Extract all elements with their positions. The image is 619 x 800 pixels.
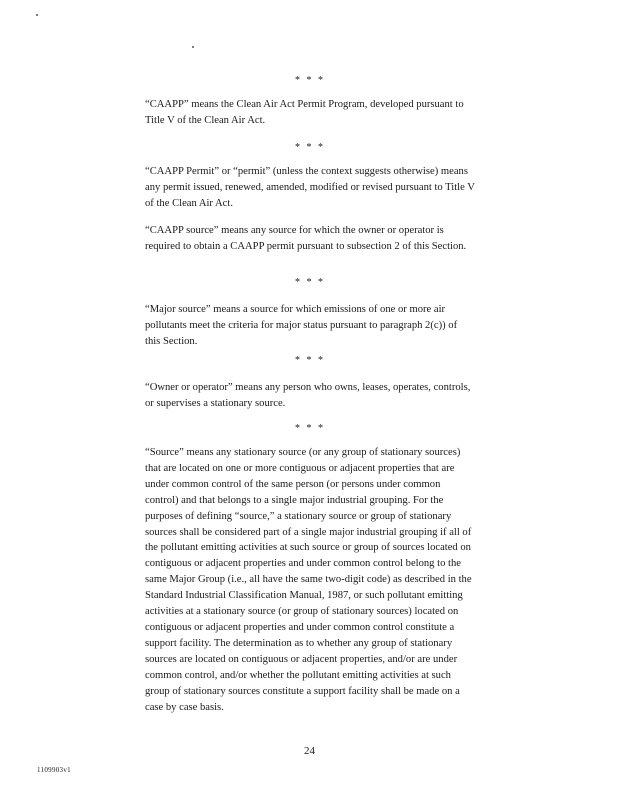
page-number: 24 (304, 745, 315, 757)
section-separator: * * * (295, 423, 325, 434)
section-separator: * * * (295, 142, 325, 153)
definition-major-source: “Major source” means a source for which emissions of one or more air pollutants meet the criteria for major status pursuant to paragraph 2(c)) of this Section. (145, 304, 458, 347)
definition-caapp: “CAAPP” means the Clean Air Act Permit Program, developed pursuant to Title V of the Clean Air Act. (145, 99, 464, 126)
definition-owner-or-operator: “Owner or operator” means any person who owns, leases, operates, controls, or supervises a stationary source. (145, 382, 471, 409)
section-separator: * * * (295, 277, 325, 288)
scan-speck (192, 46, 194, 48)
document-id-footer: 1109903v1 (37, 766, 71, 774)
definition-source: “Source” means any stationary source (or any group of stationary sources) that are located on one or more contiguous or adjacent properties that are under common control of the same person (or persons under common control) and that belongs to a single major industrial grouping. For the purposes of defining “source,” a stationary source or group of stationary sources shall be considered part of a single major industrial grouping if all of the pollutant emitting activities at such source or group of sources located on contiguous or adjacent properties and under common control belong to the same Major Group (i.e., all have the same two-digit code) as described in the Standard Industrial Classification Manual, 1987, or such pollutant emitting activities at a stationary source (or group of stationary sources) located on contiguous or adjacent properties and under common control constitute a support facility. The determination as to whether any group of stationary sources are located on contiguous or adjacent properties, and/or are under common control, and/or whether the pollutant emitting activities at such group of stationary sources constitute a support facility shall be made on a case by case basis. (145, 447, 472, 713)
definition-caapp-permit: “CAAPP Permit” or “permit” (unless the context suggests otherwise) means any permit issued, renewed, amended, modified or revised pursuant to Title V of the Clean Air Act. (145, 166, 475, 209)
scan-speck (36, 14, 38, 16)
section-separator: * * * (295, 355, 325, 366)
section-separator: * * * (295, 75, 325, 86)
definition-caapp-source: “CAAPP source” means any source for which the owner or operator is required to obtain a CAAPP permit pursuant to subsection 2 of this Section. (145, 225, 467, 252)
